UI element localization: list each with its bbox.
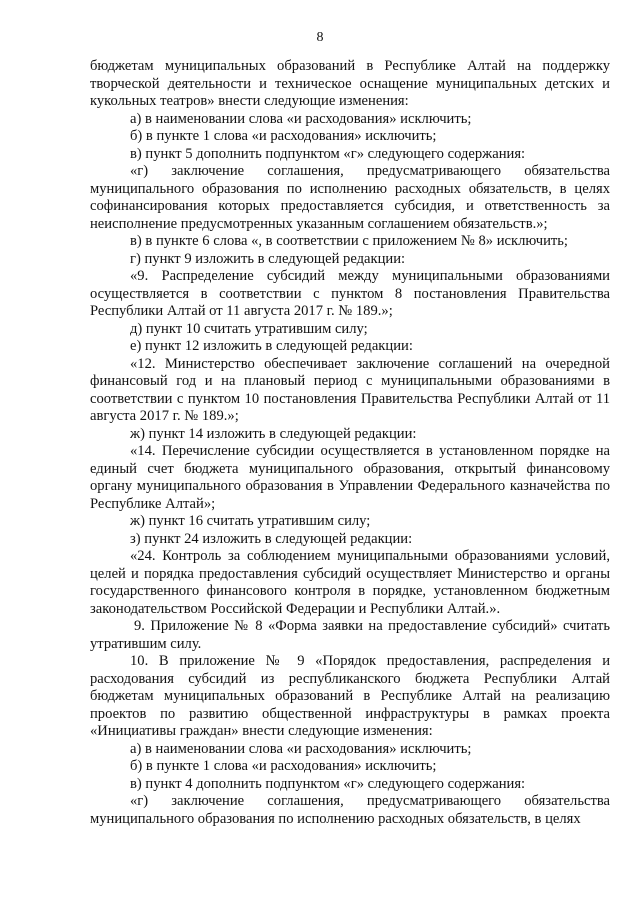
paragraph: г) пункт 9 изложить в следующей редакции:	[130, 250, 406, 267]
paragraph: «24. Контроль за соблюдением муниципальными образованиями условий, целей и порядка предоставления субсидий осуществляет Министерство и органы государственного финансового контроля в порядке, установленном бюджетным законодательством Российской Федерации и Республики Алтай.».	[90, 548, 610, 617]
paragraph: в) пункт 4 дополнить подпунктом «г» следующего содержания:	[130, 775, 526, 792]
paragraph: а) в наименовании слова «и расходования» исключить;	[130, 110, 472, 127]
paragraph: «г) заключение соглашения, предусматривающего обязательства муниципального образования по исполнению расходных обязательств, в целях	[90, 793, 610, 827]
paragraph: ж) пункт 14 изложить в следующей редакции:	[130, 425, 417, 442]
document-body	[90, 58, 610, 828]
paragraph: з) пункт 24 изложить в следующей редакции:	[130, 530, 413, 547]
paragraph: б) в пункте 1 слова «и расходования» исключить;	[130, 128, 437, 144]
paragraph: 9. Приложение № 8 «Форма заявки на предоставление субсидий» считать утратившим силу.	[90, 618, 610, 652]
paragraph: «9. Распределение субсидий между муниципальными образованиями осуществляется в соответствии с пунктом 8 постановления Правительства Республики Алтай от 11 августа 2017 г. № 189.»;	[90, 268, 610, 319]
paragraph: «г) заключение соглашения, предусматривающего обязательства муниципального образования по исполнению расходных обязательств, в целях софинансирования которых предоставляется субсидия, и ответственность за неисполнение предусмотренных указанным соглашением обязательств.»;	[90, 163, 610, 232]
paragraph: 10. В приложение № 9 «Порядок предоставления, распределения и расходования субсидий из республиканского бюджета Республики Алтай бюджетам муниципальных образований в Республике Алтай на реализацию проектов по развитию общественной инфраструктуры в рамках проекта «Инициативы граждан» внести следующие изменения:	[90, 653, 610, 739]
paragraph: е) пункт 12 изложить в следующей редакции:	[130, 338, 413, 354]
paragraph: в) пункт 5 дополнить подпунктом «г» следующего содержания:	[130, 145, 526, 162]
paragraph: д) пункт 10 считать утратившим силу;	[130, 320, 368, 337]
paragraph: «12. Министерство обеспечивает заключение соглашений на очередной финансовый год и на плановый период с муниципальными образованиями в соответствии с пунктом 10 постановления Правительства Республики Алтай от 11 августа 2017 г. № 189.»;	[90, 355, 610, 424]
paragraph: бюджетам муниципальных образований в Республике Алтай на поддержку творческой деятельности и техническое оснащение муниципальных детских и кукольных театров» внести следующие изменения:	[90, 58, 610, 109]
page-number: 8	[316, 30, 324, 45]
paragraph: «14. Перечисление субсидии осуществляется в установленном порядке на единый счет бюджета муниципального образования, открытый финансовому органу муниципального образования в Управлении Федерального казначейства по Республике Алтай»;	[90, 443, 610, 512]
paragraph: а) в наименовании слова «и расходования» исключить;	[130, 740, 472, 757]
paragraph: б) в пункте 1 слова «и расходования» исключить;	[130, 758, 437, 774]
paragraph: ж) пункт 16 считать утратившим силу;	[130, 513, 371, 529]
paragraph: в) в пункте 6 слова «, в соответствии с приложением № 8» исключить;	[130, 233, 568, 249]
